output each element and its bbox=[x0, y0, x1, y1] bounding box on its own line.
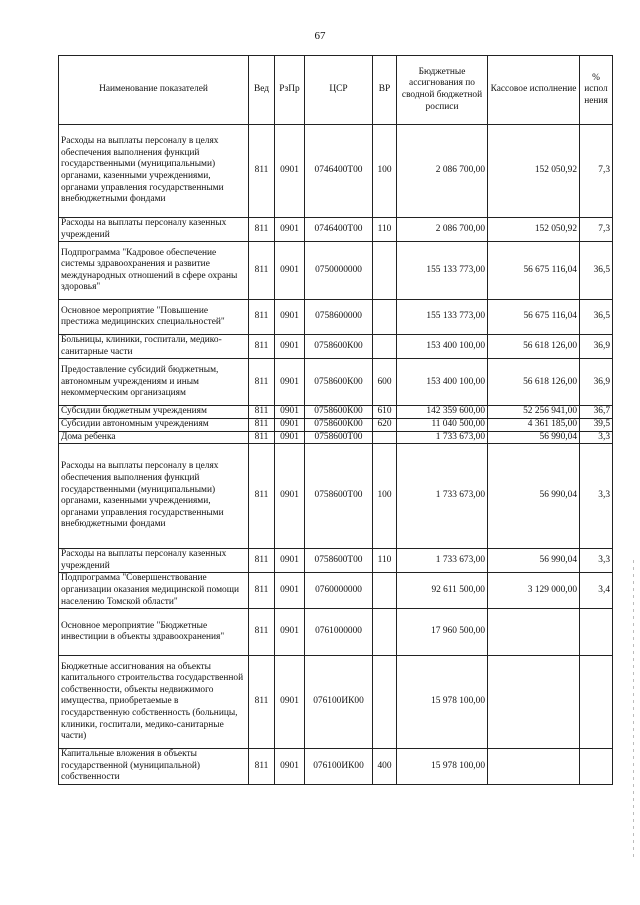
row-cash-execution: 56 990,04 bbox=[488, 444, 580, 549]
row-percent: 3,3 bbox=[580, 444, 613, 549]
table-row bbox=[59, 418, 613, 431]
row-ved: 811 bbox=[249, 656, 275, 749]
row-percent: 36,5 bbox=[580, 300, 613, 335]
header-csr: ЦСР bbox=[305, 56, 373, 125]
table-row bbox=[59, 242, 613, 300]
row-ved: 811 bbox=[249, 242, 275, 300]
page-number: 67 bbox=[314, 30, 326, 42]
row-rzpr: 0901 bbox=[275, 609, 305, 656]
row-cash-execution: 56 990,04 bbox=[488, 549, 580, 573]
row-rzpr: 0901 bbox=[275, 573, 305, 609]
row-assignments: 11 040 500,00 bbox=[397, 418, 488, 431]
header-assignments: Бюджетные ассигнования по сводной бюджетной росписи bbox=[397, 56, 488, 125]
table-row bbox=[59, 431, 613, 444]
row-percent: 3,3 bbox=[580, 431, 613, 444]
row-vr bbox=[373, 431, 397, 444]
row-cash-execution bbox=[488, 749, 580, 785]
row-assignments: 153 400 100,00 bbox=[397, 359, 488, 406]
row-cash-execution: 56 675 116,04 bbox=[488, 242, 580, 300]
row-vr bbox=[373, 335, 397, 359]
row-name: Капитальные вложения в объекты государственной (муниципальной) собственности bbox=[59, 749, 249, 785]
row-cash-execution: 4 361 185,00 bbox=[488, 418, 580, 431]
row-assignments: 15 978 100,00 bbox=[397, 749, 488, 785]
row-csr: 0758600000 bbox=[305, 300, 373, 335]
row-vr: 110 bbox=[373, 218, 397, 242]
budget-execution-table bbox=[58, 55, 613, 785]
row-name: Подпрограмма "Совершенствование организации оказания медицинской помощи населению Томской области" bbox=[59, 573, 249, 609]
row-csr: 076100ИК00 bbox=[305, 656, 373, 749]
row-rzpr: 0901 bbox=[275, 418, 305, 431]
row-percent: 36,5 bbox=[580, 242, 613, 300]
row-name: Расходы на выплаты персоналу в целях обеспечения выполнения функций государственными (муниципальными) органами, казенными учреждениями, органами управления государственными внебюджетными фондами bbox=[59, 444, 249, 549]
row-assignments: 155 133 773,00 bbox=[397, 300, 488, 335]
row-ved: 811 bbox=[249, 444, 275, 549]
row-vr: 100 bbox=[373, 444, 397, 549]
table-header-row bbox=[59, 56, 613, 125]
row-rzpr: 0901 bbox=[275, 444, 305, 549]
row-vr: 620 bbox=[373, 418, 397, 431]
scan-edge-artifact bbox=[633, 560, 634, 860]
row-assignments: 92 611 500,00 bbox=[397, 573, 488, 609]
row-csr: 0758600К00 bbox=[305, 406, 373, 419]
row-csr: 0750000000 bbox=[305, 242, 373, 300]
row-name: Расходы на выплаты персоналу казенных учреждений bbox=[59, 218, 249, 242]
row-vr: 610 bbox=[373, 406, 397, 419]
row-ved: 811 bbox=[249, 418, 275, 431]
row-percent: 3,4 bbox=[580, 573, 613, 609]
row-vr bbox=[373, 656, 397, 749]
row-csr: 0746400Т00 bbox=[305, 125, 373, 218]
row-rzpr: 0901 bbox=[275, 242, 305, 300]
row-csr: 0758600Т00 bbox=[305, 431, 373, 444]
header-cash-execution: Кассовое исполнение bbox=[488, 56, 580, 125]
row-percent: 36,9 bbox=[580, 335, 613, 359]
row-percent: 39,5 bbox=[580, 418, 613, 431]
row-csr: 0746400Т00 bbox=[305, 218, 373, 242]
table-row bbox=[59, 573, 613, 609]
row-percent: 36,9 bbox=[580, 359, 613, 406]
row-percent: 7,3 bbox=[580, 125, 613, 218]
row-assignments: 153 400 100,00 bbox=[397, 335, 488, 359]
header-ved: Вед bbox=[249, 56, 275, 125]
table-row bbox=[59, 656, 613, 749]
row-rzpr: 0901 bbox=[275, 218, 305, 242]
row-rzpr: 0901 bbox=[275, 406, 305, 419]
row-csr: 0758600К00 bbox=[305, 359, 373, 406]
row-ved: 811 bbox=[249, 749, 275, 785]
table-body bbox=[59, 125, 613, 785]
row-assignments: 15 978 100,00 bbox=[397, 656, 488, 749]
row-name: Субсидии автономным учреждениям bbox=[59, 418, 249, 431]
row-csr: 0758600К00 bbox=[305, 335, 373, 359]
row-cash-execution bbox=[488, 656, 580, 749]
header-name: Наименование показателей bbox=[59, 56, 249, 125]
row-vr: 100 bbox=[373, 125, 397, 218]
row-assignments: 17 960 500,00 bbox=[397, 609, 488, 656]
row-ved: 811 bbox=[249, 406, 275, 419]
row-ved: 811 bbox=[249, 359, 275, 406]
row-vr: 600 bbox=[373, 359, 397, 406]
row-csr: 0761000000 bbox=[305, 609, 373, 656]
row-assignments: 1 733 673,00 bbox=[397, 549, 488, 573]
row-rzpr: 0901 bbox=[275, 300, 305, 335]
row-rzpr: 0901 bbox=[275, 549, 305, 573]
row-cash-execution: 56 618 126,00 bbox=[488, 359, 580, 406]
table-row bbox=[59, 300, 613, 335]
table-row bbox=[59, 218, 613, 242]
header-rzpr: РзПр bbox=[275, 56, 305, 125]
row-cash-execution: 56 618 126,00 bbox=[488, 335, 580, 359]
row-ved: 811 bbox=[249, 300, 275, 335]
table-row bbox=[59, 749, 613, 785]
row-ved: 811 bbox=[249, 431, 275, 444]
row-cash-execution: 3 129 000,00 bbox=[488, 573, 580, 609]
row-name: Основное мероприятие "Бюджетные инвестиции в объекты здравоохранения" bbox=[59, 609, 249, 656]
row-name: Основное мероприятие "Повышение престижа медицинских специальностей" bbox=[59, 300, 249, 335]
row-assignments: 1 733 673,00 bbox=[397, 444, 488, 549]
table-row bbox=[59, 335, 613, 359]
row-percent: 3,3 bbox=[580, 549, 613, 573]
row-cash-execution: 152 050,92 bbox=[488, 218, 580, 242]
row-name: Расходы на выплаты персоналу казенных учреждений bbox=[59, 549, 249, 573]
row-vr bbox=[373, 573, 397, 609]
header-percent: % испол нения bbox=[580, 56, 613, 125]
row-assignments: 2 086 700,00 bbox=[397, 125, 488, 218]
table-row bbox=[59, 125, 613, 218]
row-name: Предоставление субсидий бюджетным, автономным учреждениям и иным некоммерческим организациям bbox=[59, 359, 249, 406]
row-ved: 811 bbox=[249, 218, 275, 242]
table-row bbox=[59, 549, 613, 573]
row-vr: 110 bbox=[373, 549, 397, 573]
row-name: Подпрограмма "Кадровое обеспечение системы здравоохранения и развитие международных отношений в сфере охраны здоровья" bbox=[59, 242, 249, 300]
row-ved: 811 bbox=[249, 549, 275, 573]
table-row bbox=[59, 359, 613, 406]
table-row bbox=[59, 609, 613, 656]
row-csr: 0760000000 bbox=[305, 573, 373, 609]
row-csr: 0758600Т00 bbox=[305, 444, 373, 549]
row-ved: 811 bbox=[249, 573, 275, 609]
row-vr bbox=[373, 300, 397, 335]
row-assignments: 142 359 600,00 bbox=[397, 406, 488, 419]
row-assignments: 155 133 773,00 bbox=[397, 242, 488, 300]
row-cash-execution: 52 256 941,00 bbox=[488, 406, 580, 419]
row-percent: 7,3 bbox=[580, 218, 613, 242]
row-name: Субсидии бюджетным учреждениям bbox=[59, 406, 249, 419]
row-name: Расходы на выплаты персоналу в целях обеспечения выполнения функций государственными (муниципальными) органами, казенными учреждениями, органами управления государственными внебюджетными фондами bbox=[59, 125, 249, 218]
row-cash-execution: 56 990,04 bbox=[488, 431, 580, 444]
row-percent: 36,7 bbox=[580, 406, 613, 419]
row-rzpr: 0901 bbox=[275, 749, 305, 785]
row-name: Больницы, клиники, госпитали, медико-санитарные части bbox=[59, 335, 249, 359]
row-vr bbox=[373, 609, 397, 656]
row-rzpr: 0901 bbox=[275, 359, 305, 406]
row-cash-execution: 56 675 116,04 bbox=[488, 300, 580, 335]
row-vr: 400 bbox=[373, 749, 397, 785]
row-cash-execution: 152 050,92 bbox=[488, 125, 580, 218]
row-csr: 076100ИК00 bbox=[305, 749, 373, 785]
row-rzpr: 0901 bbox=[275, 125, 305, 218]
row-percent bbox=[580, 609, 613, 656]
row-csr: 0758600К00 bbox=[305, 418, 373, 431]
row-name: Бюджетные ассигнования на объекты капитального строительства государственной собственности, объекты недвижимого имущества, приобретаемые в государственную собственность (больницы, клиники, госпитали, медико-санитарные части) bbox=[59, 656, 249, 749]
row-vr bbox=[373, 242, 397, 300]
row-ved: 811 bbox=[249, 335, 275, 359]
row-percent bbox=[580, 656, 613, 749]
row-rzpr: 0901 bbox=[275, 431, 305, 444]
row-name: Дома ребенка bbox=[59, 431, 249, 444]
header-vr: ВР bbox=[373, 56, 397, 125]
row-csr: 0758600Т00 bbox=[305, 549, 373, 573]
row-rzpr: 0901 bbox=[275, 656, 305, 749]
table-row bbox=[59, 406, 613, 419]
row-percent bbox=[580, 749, 613, 785]
row-cash-execution bbox=[488, 609, 580, 656]
row-ved: 811 bbox=[249, 125, 275, 218]
row-ved: 811 bbox=[249, 609, 275, 656]
row-rzpr: 0901 bbox=[275, 335, 305, 359]
table-row bbox=[59, 444, 613, 549]
row-assignments: 2 086 700,00 bbox=[397, 218, 488, 242]
row-assignments: 1 733 673,00 bbox=[397, 431, 488, 444]
